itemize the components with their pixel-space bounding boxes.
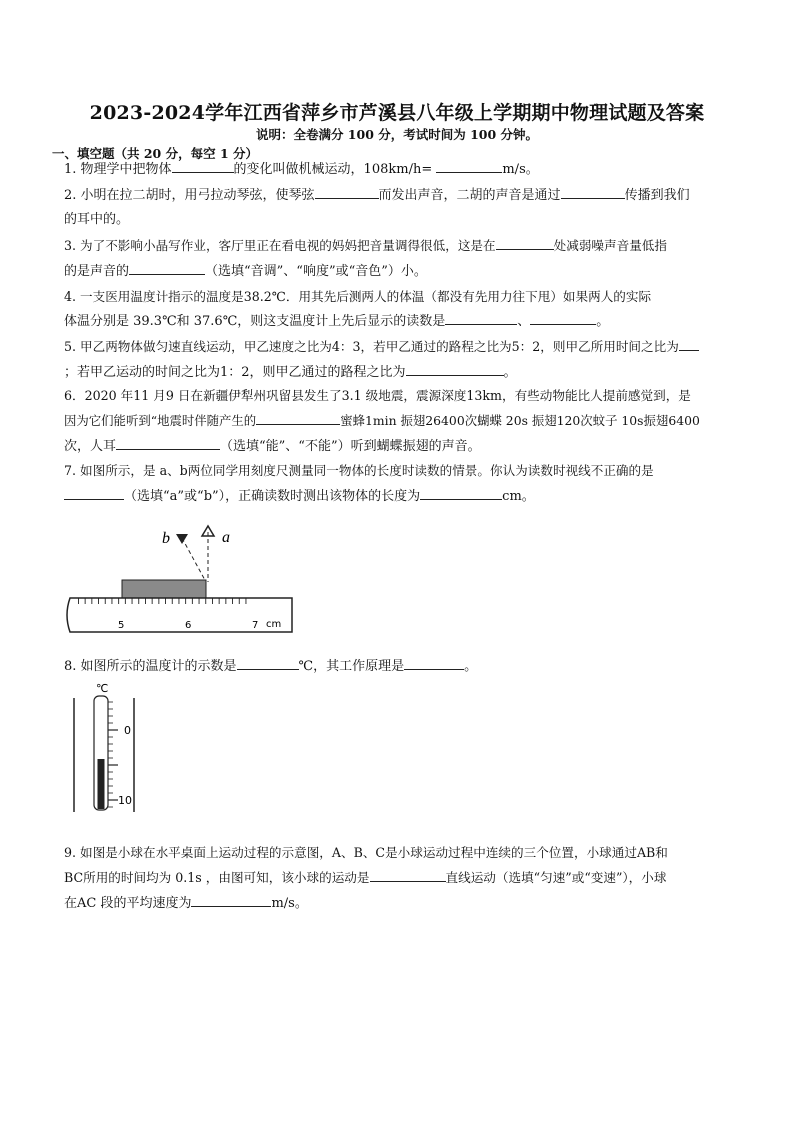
answer-blank[interactable] [561, 186, 625, 199]
answer-blank[interactable] [436, 160, 502, 173]
eye-b-icon [176, 534, 188, 544]
answer-blank[interactable] [129, 262, 205, 275]
answer-blank[interactable] [116, 437, 220, 450]
question-3: 3. 为了不影响小晶写作业，客厅里正在看电视的妈妈把音量调得很低，这是在 处减弱噪声音量低指 [64, 238, 667, 253]
thermometer-figure [68, 680, 148, 814]
answer-blank[interactable] [420, 487, 502, 500]
question-5-cont: ；若甲乙运动的时间之比为1：2，则甲乙通过的路程之比为 。 [64, 365, 517, 380]
tick-label-0: 0 [124, 724, 131, 737]
section-heading: 一、填空题（共 20 分，每空 1 分） [52, 146, 259, 161]
question-7: 7. 如图所示，是 a、b两位同学用刻度尺测量同一物体的长度时读数的情景。你认为读数时视线不正确的是 [64, 463, 654, 478]
question-4-cont: 体温分别是 39.3℃和 37.6℃，则这支温度计上先后显示的读数是 、 。 [64, 314, 610, 329]
answer-blank[interactable] [191, 894, 271, 907]
page-title: 2023-2024学年江西省萍乡市芦溪县八年级上学期期中物理试题及答案 [89, 102, 705, 124]
tick-label-7: 7 [252, 620, 259, 631]
answer-blank[interactable] [172, 160, 234, 173]
answer-blank[interactable] [315, 186, 379, 199]
ruler-figure [60, 518, 300, 636]
answer-blank[interactable] [237, 657, 299, 670]
answer-blank[interactable] [496, 237, 554, 250]
answer-blank[interactable] [64, 487, 124, 500]
question-8: 8. 如图所示的温度计的示数是 ℃，其工作原理是 。 [64, 659, 478, 674]
thermo-unit: ℃ [96, 682, 109, 695]
label-a: a [222, 529, 230, 546]
answer-blank[interactable] [530, 312, 596, 325]
question-6: 6．2020 年11 月9 日在新疆伊犁州巩留县发生了3.1 级地震，震源深度13km，有些动物能比人提前感觉到，是 [64, 388, 691, 403]
thermo-ticks [108, 702, 118, 807]
question-9: 9. 如图是小球在水平桌面上运动过程的示意图，A、B、C是小球运动过程中连续的三个位置，小球通过AB和 [64, 845, 668, 860]
liquid-column [98, 759, 105, 809]
question-9-cont2: 在AC 段的平均速度为 m/s。 [64, 896, 308, 911]
question-6-cont: 因为它们能听到“地震时伴随产生的 蜜蜂1min 振翅26400次蝴蝶 20s 振翅120次蚊子 10s振翅6400 [64, 413, 700, 428]
answer-blank[interactable] [679, 338, 699, 351]
question-5: 5. 甲乙两物体做匀速直线运动，甲乙速度之比为4：3，若甲乙通过的路程之比为5：2，则甲乙所用时间之比为 [64, 338, 699, 356]
question-2-cont: 的耳中的。 [64, 212, 130, 227]
label-b: b [162, 530, 170, 547]
answer-blank[interactable] [256, 412, 340, 425]
question-2: 2. 小明在拉二胡时，用弓拉动琴弦，使琴弦 而发出声音，二胡的声音是通过 传播到我们 [64, 188, 690, 203]
answer-blank[interactable] [406, 363, 504, 376]
unit-label: cm [266, 619, 282, 630]
tick-label-6: 6 [185, 620, 192, 631]
sight-line-b [182, 538, 206, 582]
question-3-cont: 的是声音的 （选填“音调”、“响度”或“音色”）小。 [64, 264, 427, 279]
question-4: 4. 一支医用温度计指示的温度是38.2℃．用其先后测两人的体温（都没有先用力往下甩）如果两人的实际 [64, 289, 652, 304]
answer-blank[interactable] [404, 657, 464, 670]
answer-blank[interactable] [445, 312, 517, 325]
question-9-cont: BC所用的时间均为 0.1s ，由图可知，该小球的运动是 直线运动（选填“匀速”或“变速”），小球 [64, 870, 667, 885]
question-1: 1. 物理学中把物体 的变化叫做机械运动，108km/h= m/s。 [64, 162, 539, 177]
question-7-cont: （选填“a”或“b”），正确读数时测出该物体的长度为 cm。 [64, 487, 535, 506]
tick-label-5: 5 [118, 620, 125, 631]
answer-blank[interactable] [370, 869, 446, 882]
question-6-cont2: 次，人耳 （选填“能”、“不能”）听到蝴蝶振翅的声音。 [64, 439, 481, 454]
exam-instructions: 说明：全卷满分 100 分，考试时间为 100 分钟。 [255, 127, 539, 142]
tick-label-10: 10 [118, 794, 132, 807]
measured-object [122, 580, 206, 598]
